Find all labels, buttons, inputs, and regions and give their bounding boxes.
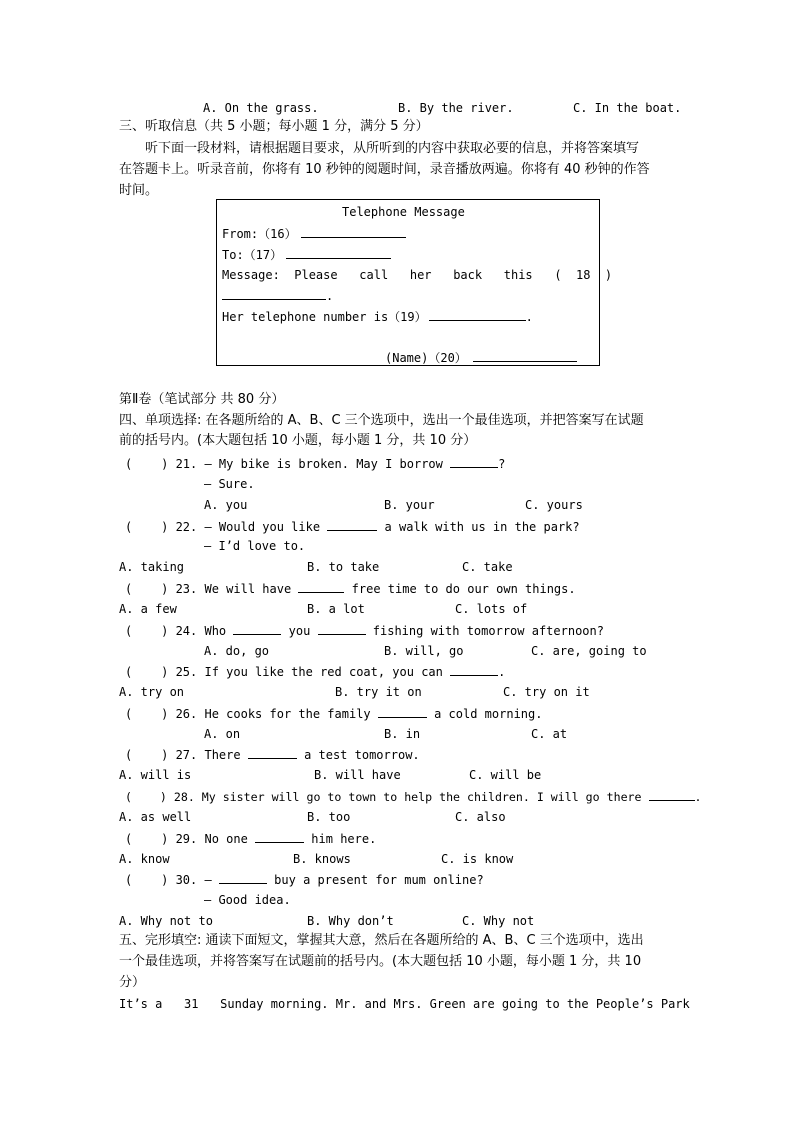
message-name-line: [385, 349, 577, 366]
q27-end: a test tomorrow.: [304, 748, 420, 762]
q22-option-a: A. taking: [119, 560, 185, 574]
q23-stem: ( ) 23. We will have: [125, 582, 292, 596]
q23-option-b: B. a lot: [307, 602, 365, 616]
q26-end: a cold morning.: [434, 707, 543, 721]
message-phone-line: [222, 308, 533, 325]
q22-option-c: C. take: [462, 560, 513, 574]
q29-blank[interactable]: [255, 830, 304, 843]
message-period: .: [326, 289, 334, 303]
section3-instruction-3: 时间。: [119, 183, 159, 198]
q24-stem: ( ) 24. Who: [125, 624, 227, 638]
section4-instruction-2: 前的括号内。(本大题包括 10 小题，每小题 1 分，共 10 分）: [119, 433, 477, 448]
q23-option-a: A. a few: [119, 602, 177, 616]
question-26: [125, 705, 542, 722]
q28-end: .: [694, 790, 702, 804]
message-from-label: [222, 225, 406, 242]
question-23: [125, 580, 576, 597]
passage-start: It’s a 31 Sunday morning. Mr. and Mrs. Green are going to the People’s Park: [119, 997, 690, 1011]
to-text: To:（17）: [222, 248, 283, 262]
q30-option-a: A. Why not to: [119, 914, 213, 928]
q25-end: .: [498, 665, 506, 679]
q22-end: a walk with us in the park?: [384, 520, 580, 534]
phone-period: .: [525, 310, 533, 324]
q27-stem: ( ) 27. There: [125, 748, 241, 762]
q30-stem: ( ) 30. —: [125, 873, 212, 887]
q23-end: free time to do our own things.: [351, 582, 576, 596]
q29-end: him here.: [311, 832, 377, 846]
q25-option-c: C. try on it: [503, 685, 590, 699]
q24-mid: you: [288, 624, 311, 638]
q24-blank-2[interactable]: [318, 622, 366, 635]
section5-instruction-2: 一个最佳选项，并将答案写在试题前的括号内。(本大题包括 10 小题，每小题 1 分，共 10: [119, 954, 642, 969]
question-27: [125, 746, 420, 763]
phone-text: Her telephone number is（19）: [222, 310, 427, 324]
q26-option-a: A. on: [204, 727, 241, 741]
section5-instruction-1: 五、完形填空: 通读下面短文，掌握其大意，然后在各题所给的 A、B、C 三个选项中，选出: [119, 933, 644, 948]
question-30: [125, 871, 484, 888]
section5-instruction-3: 分）: [119, 975, 146, 990]
q22-option-b: B. to take: [307, 560, 380, 574]
q21-end: ?: [498, 457, 506, 471]
q29-option-b: B. knows: [293, 852, 351, 866]
name-text: (Name)（20）: [385, 351, 467, 365]
section4-instruction-1: 四、单项选择: 在各题所给的 A、B、C 三个选项中，选出一个最佳选项，并把答案写在试题: [119, 413, 644, 428]
q29-option-c: C. is know: [441, 852, 514, 866]
q28-option-c: C. also: [455, 810, 506, 824]
q30-option-b: B. Why don’t: [307, 914, 394, 928]
q22-blank[interactable]: [327, 518, 377, 531]
prev-option-a: A. On the grass.: [203, 101, 319, 115]
q27-option-a: A. will is: [119, 768, 192, 782]
q30-blank[interactable]: [219, 871, 267, 884]
message-to-label: [222, 246, 391, 263]
section3-instruction-1: 听下面一段材料，请根据题目要求，从所听到的内容中获取必要的信息，并将答案填写: [145, 141, 640, 156]
q21-blank[interactable]: [450, 455, 498, 468]
q26-option-c: C. at: [531, 727, 568, 741]
message-content-line-2: [222, 287, 333, 304]
q27-option-b: B. will have: [314, 768, 401, 782]
prev-option-b: B. By the river.: [398, 101, 514, 115]
q26-stem: ( ) 26. He cooks for the family: [125, 707, 371, 721]
q26-blank[interactable]: [378, 705, 427, 718]
q25-option-a: A. try on: [119, 685, 185, 699]
q25-blank[interactable]: [450, 663, 498, 676]
q28-option-b: B. too: [307, 810, 351, 824]
q27-option-c: C. will be: [469, 768, 542, 782]
message-title: Telephone Message: [342, 205, 465, 219]
q21-reply: — Sure.: [204, 477, 255, 491]
phone-blank[interactable]: [429, 308, 526, 321]
question-29: [125, 830, 376, 847]
name-blank[interactable]: [473, 349, 577, 362]
from-blank[interactable]: [301, 225, 406, 238]
section3-instruction-2: 在答题卡上。听录音前，你将有 10 秒钟的阅题时间，录音播放两遍。你将有 40 秒钟的作答: [119, 162, 650, 177]
q25-stem: ( ) 25. If you like the red coat, you can: [125, 665, 443, 679]
q21-option-c: C. yours: [525, 498, 583, 512]
question-28: [125, 788, 702, 805]
question-24: [125, 622, 604, 639]
message-content-line: Message: Please call her back this ( 18 ): [222, 268, 613, 282]
q28-blank[interactable]: [649, 788, 695, 801]
q22-stem: ( ) 22. — Would you like: [125, 520, 321, 534]
q21-option-a: A. you: [204, 498, 248, 512]
q30-reply: — Good idea.: [204, 893, 291, 907]
question-21: [125, 455, 505, 472]
q30-option-c: C. Why not: [462, 914, 535, 928]
q23-option-c: C. lots of: [455, 602, 528, 616]
q21-option-b: B. your: [384, 498, 435, 512]
q24-end: fishing with tomorrow afternoon?: [372, 624, 604, 638]
from-text: From:（16）: [222, 227, 297, 241]
q28-option-a: A. as well: [119, 810, 192, 824]
q28-stem: ( ) 28. My sister will go to town to help the children. I will go there: [125, 790, 642, 804]
q29-stem: ( ) 29. No one: [125, 832, 248, 846]
q26-option-b: B. in: [384, 727, 421, 741]
q27-blank[interactable]: [248, 746, 297, 759]
q21-stem: ( ) 21. — My bike is broken. May I borrow: [125, 457, 443, 471]
q29-option-a: A. know: [119, 852, 170, 866]
q25-option-b: B. try it on: [335, 685, 422, 699]
q30-end: buy a present for mum online?: [274, 873, 484, 887]
q23-blank[interactable]: [298, 580, 344, 593]
q24-blank-1[interactable]: [233, 622, 281, 635]
question-22: [125, 518, 580, 535]
q22-reply: — I’d love to.: [204, 539, 306, 553]
question-25: [125, 663, 505, 680]
q24-option-b: B. will, go: [384, 644, 464, 658]
q24-option-c: C. are, going to: [531, 644, 647, 658]
to-blank[interactable]: [286, 246, 391, 259]
prev-option-c: C. In the boat.: [573, 101, 682, 115]
section3-heading: 三、听取信息（共 5 小题；每小题 1 分，满分 5 分）: [119, 119, 429, 134]
q24-option-a: A. do, go: [204, 644, 270, 658]
message-blank[interactable]: [222, 287, 326, 300]
part2-title: 第Ⅱ卷（笔试部分 共 80 分）: [119, 392, 285, 407]
